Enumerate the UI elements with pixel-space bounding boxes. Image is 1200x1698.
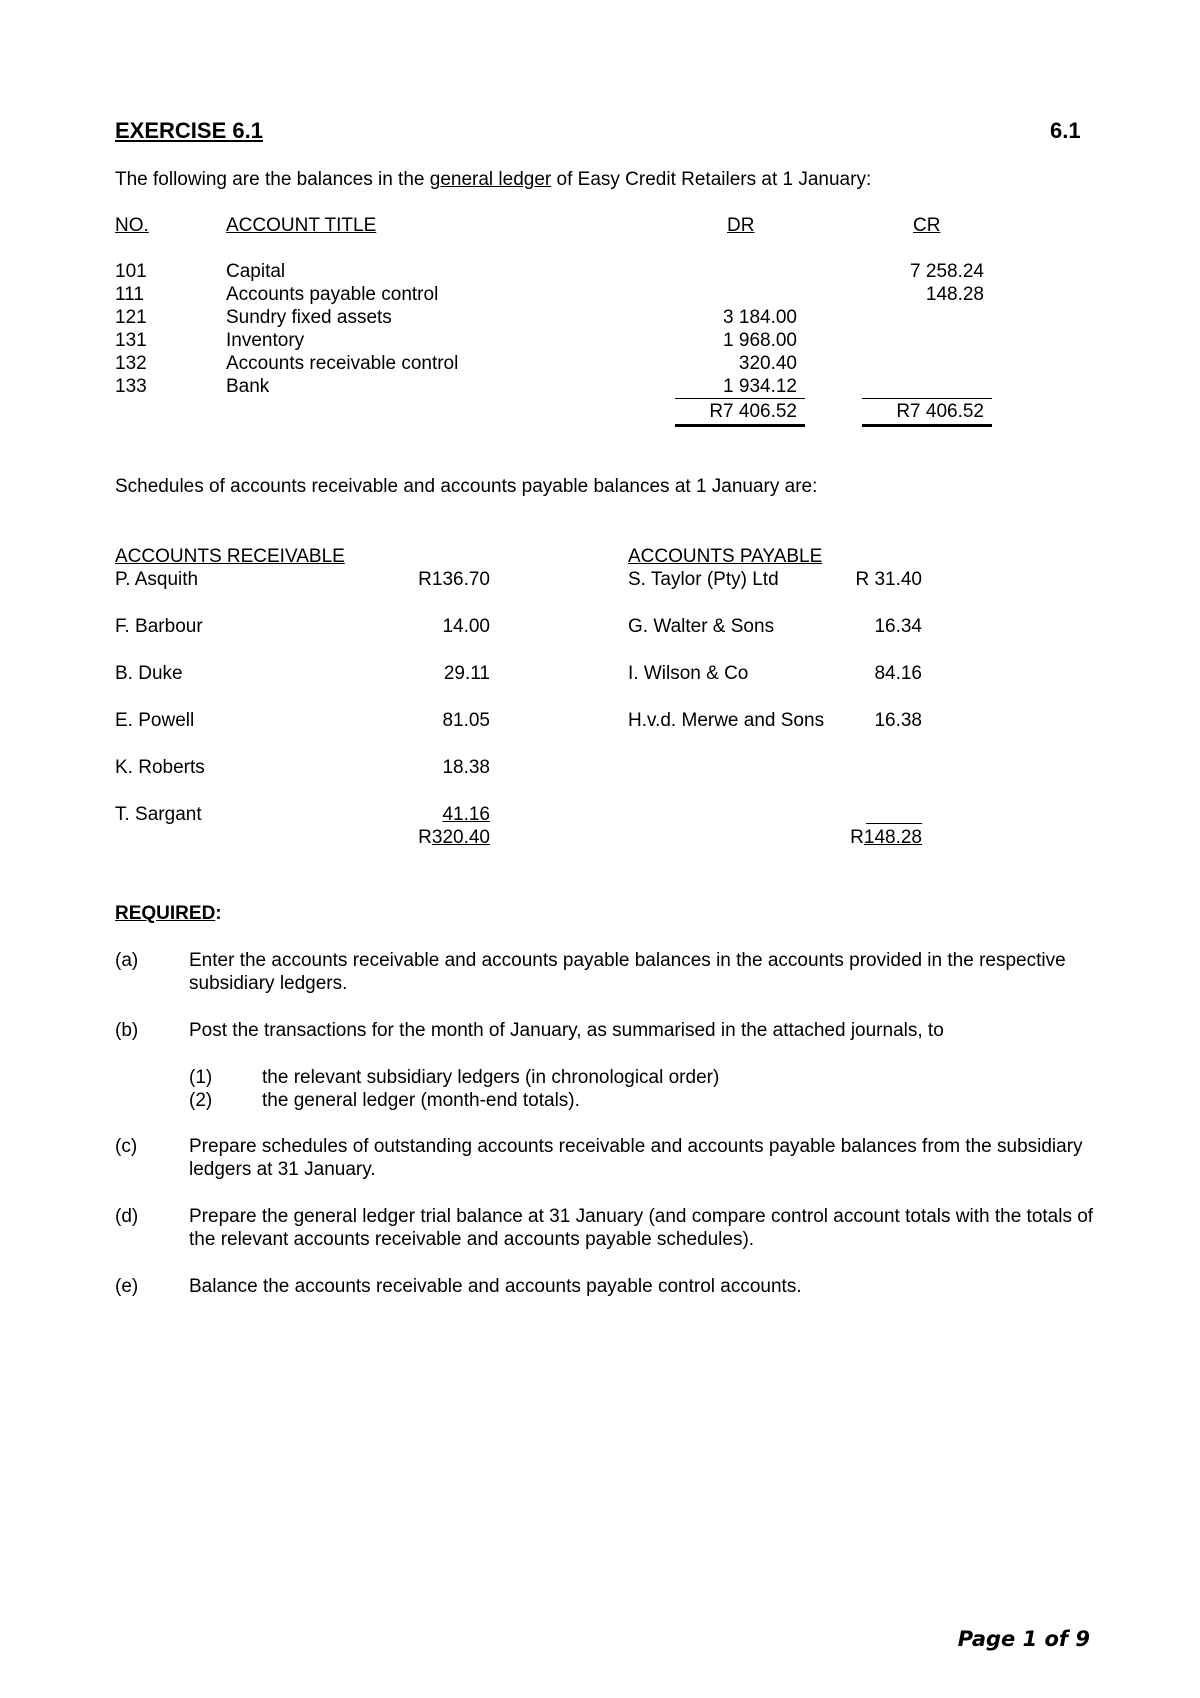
creditor-name: S. Taylor (Pty) Ltd: [628, 569, 779, 590]
receivable-total-prefix: R: [418, 827, 432, 848]
required-colon: :: [215, 903, 222, 924]
item-label: (a): [115, 950, 139, 971]
debtor-amount: R136.70: [418, 569, 490, 590]
col-title-header: ACCOUNT TITLE: [226, 215, 377, 236]
intro-text: [115, 168, 871, 191]
exercise-title: EXERCISE 6.1: [115, 118, 263, 143]
account-title: Inventory: [226, 330, 305, 351]
item-text: Balance the accounts receivable and accounts payable control accounts.: [189, 1276, 802, 1297]
item-label: (b): [115, 1020, 139, 1041]
account-title: Accounts payable control: [226, 284, 439, 305]
account-title: Accounts receivable control: [226, 353, 459, 374]
account-title: Bank: [226, 376, 270, 397]
payable-subtotal-rule: [866, 823, 922, 824]
payable-total-value: 148.28: [863, 827, 922, 848]
subitem-label: (2): [189, 1090, 213, 1111]
ledger-total-dr: R7 406.52: [709, 401, 797, 422]
debtor-amount: 29.11: [443, 663, 490, 684]
intro-after: of Easy Credit Retailers at 1 January:: [551, 169, 872, 190]
creditor-amount: R 31.40: [855, 569, 922, 590]
debtor-name: E. Powell: [115, 710, 195, 731]
creditor-amount: 84.16: [874, 663, 922, 684]
item-label: (e): [115, 1276, 139, 1297]
account-no: 101: [115, 261, 147, 282]
cr-subtotal-rule: [862, 398, 992, 399]
schedules-intro: Schedules of accounts receivable and accounts payable balances at 1 January are:: [115, 476, 818, 497]
item-text: Prepare the general ledger trial balance at 31 January (and compare control account totals with the totals of the relevant accounts receivable and accounts payable schedules).: [189, 1206, 1094, 1250]
item-text: Enter the accounts receivable and accounts payable balances in the accounts provided in the respective subsidiary ledgers.: [189, 950, 1066, 994]
account-no: 132: [115, 353, 147, 374]
subitem-text: the relevant subsidiary ledgers (in chronological order): [262, 1067, 720, 1088]
debtor-name: F. Barbour: [115, 616, 203, 637]
item-text: Post the transactions for the month of January, as summarised in the attached journals, to: [189, 1020, 944, 1041]
account-cr: 148.28: [925, 284, 984, 305]
debtor-name: B. Duke: [115, 663, 183, 684]
account-dr: 1 934.12: [723, 376, 797, 397]
cr-total-double-rule: [862, 424, 992, 427]
debtor-amount: 41.16: [442, 804, 490, 825]
intro-before: The following are the balances in the: [115, 169, 430, 190]
debtor-name: T. Sargant: [115, 804, 202, 825]
subitem-text: the general ledger (month-end totals).: [262, 1090, 580, 1111]
debtor-amount: 18.38: [442, 757, 490, 778]
creditor-name: G. Walter & Sons: [628, 616, 775, 637]
required-heading: [115, 902, 222, 925]
required-label: REQUIRED: [115, 903, 216, 924]
payable-heading: ACCOUNTS PAYABLE: [628, 546, 823, 567]
payable-total-prefix: R: [850, 827, 864, 848]
general-ledger-term: general ledger: [429, 169, 552, 190]
creditor-name: I. Wilson & Co: [628, 663, 749, 684]
item-label: (d): [115, 1206, 139, 1227]
receivable-heading: ACCOUNTS RECEIVABLE: [115, 546, 345, 567]
col-dr-header: DR: [727, 215, 755, 236]
debtor-amount: 14.00: [442, 616, 490, 637]
page-number: Page 1 of 9: [957, 1627, 1090, 1651]
col-cr-header: CR: [913, 215, 941, 236]
account-dr: 320.40: [738, 353, 797, 374]
creditor-amount: 16.34: [874, 616, 922, 637]
payable-total: [850, 826, 922, 849]
account-title: Capital: [226, 261, 286, 282]
receivable-total: [418, 826, 490, 849]
item-label: (c): [115, 1136, 138, 1157]
account-no: 121: [115, 307, 147, 328]
receivable-total-value: 320.40: [431, 827, 490, 848]
creditor-amount: 16.38: [874, 710, 922, 731]
debtor-name: K. Roberts: [115, 757, 205, 778]
dr-total-double-rule: [675, 424, 805, 427]
debtor-name: P. Asquith: [115, 569, 199, 590]
col-no-header: NO.: [115, 215, 149, 236]
account-no: 131: [115, 330, 147, 351]
creditor-name: H.v.d. Merwe and Sons: [628, 710, 825, 731]
ledger-total-cr: R7 406.52: [896, 401, 984, 422]
account-no: 133: [115, 376, 147, 397]
subitem-label: (1): [189, 1067, 213, 1088]
account-dr: 1 968.00: [723, 330, 797, 351]
account-title: Sundry fixed assets: [226, 307, 392, 328]
dr-subtotal-rule: [675, 398, 805, 399]
account-cr: 7 258.24: [910, 261, 984, 282]
exercise-number: 6.1: [1050, 118, 1081, 143]
item-text: Prepare schedules of outstanding accounts receivable and accounts payable balances from the subsidiary ledgers at 31 January.: [189, 1136, 1083, 1180]
account-no: 111: [115, 284, 144, 305]
debtor-amount: 81.05: [442, 710, 490, 731]
account-dr: 3 184.00: [723, 307, 797, 328]
